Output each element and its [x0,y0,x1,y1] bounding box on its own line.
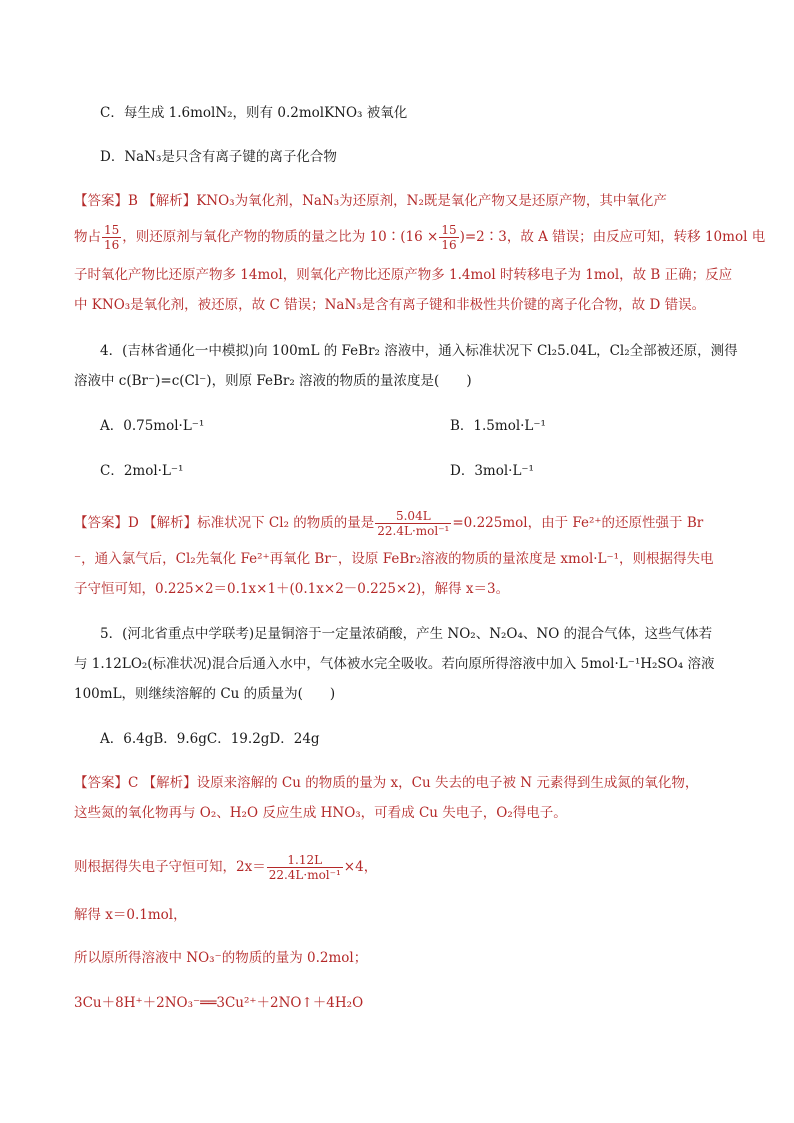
q5-analysis-line-1: 【答案】C 【解析】设原来溶解的 Cu 的物质的量为 x，Cu 失去的电子被 N 元素得到生成氮的氧化物， [74,775,699,791]
analysis-tag: 【解析】 [142,193,197,209]
q4-analysis-line-1: 【答案】D 【解析】标准状况下 Cl₂ 的物质的量是 $\frac{5.04L}{\text{22.4L·mol⁻¹}}$ =0.225mol，由于 Fe²⁺的还原性强于 Br [74,509,704,538]
q4-analysis-line-2: ⁻，通入氯气后，Cl₂先氧化 Fe²⁺再氧化 Br⁻，设原 FeBr₂溶液的物质的量浓度是 xmol·L⁻¹，则根据得失电 [74,551,714,567]
analysis-tag: 【解析】 [142,775,197,791]
q4-option-d: D．3mol·L⁻¹ [450,463,534,479]
q4-option-c: C．2mol·L⁻¹ [100,463,184,479]
q5-analysis-line-2: 这些氮的氧化物再与 O₂、H₂O 反应生成 HNO₃，可看成 Cu 失电子，O₂得电子。 [74,805,567,821]
q3-option-d: D．NaN₃是只含有离子键的离子化合物 [100,149,337,165]
q3-analysis-line-1: 【答案】B 【解析】KNO₃为氧化剂，NaN₃为还原剂，N₂既是氧化产物又是还原产物，其中氧化产 [74,193,667,209]
answer-tag: 【答案】B [74,193,138,209]
q5-options: A．6.4gB．9.6gC．19.2gD．24g [100,731,320,747]
q5-stem-line-3: 100mL，则继续溶解的 Cu 的质量为( ) [74,686,336,702]
q4-option-a: A．0.75mol·L⁻¹ [100,418,205,434]
q5-equation: 3Cu＋8H⁺＋2NO₃⁻══3Cu²⁺＋2NO↑＋4H₂O [74,995,364,1011]
q4-analysis-line-3: 子守恒可知，0.225×2＝0.1x×1＋(0.1x×2－0.225×2)，解得 x＝3。 [74,581,510,597]
answer-tag: 【答案】D [74,515,139,531]
q3-option-c: C．每生成 1.6molN₂，则有 0.2molKNO₃ 被氧化 [100,105,408,121]
fraction: $\frac{1.12L}{\text{22.4L·mol⁻¹}}$ [268,853,341,882]
fraction: $\frac{15}{16}$ [441,223,457,252]
analysis-tag: 【解析】 [143,515,198,531]
q4-stem-line-2: 溶液中 c(Br⁻)=c(Cl⁻)，则原 FeBr₂ 溶液的物质的量浓度是( ) [74,373,472,389]
q5-analysis-line-4: 解得 x＝0.1mol， [74,907,187,923]
q4-option-b: B．1.5mol·L⁻¹ [450,418,546,434]
q5-stem-line-1: 5．(河北省重点中学联考)足量铜溶于一定量浓硝酸，产生 NO₂、N₂O₄、NO 的混合气体，这些气体若 [100,626,713,642]
q3-analysis-line-4: 中 KNO₃是氧化剂，被还原，故 C 错误；NaN₃是含有离子键和非极性共价键的离子化合物，故 D 错误。 [74,297,706,313]
fraction: $\frac{5.04L}{\text{22.4L·mol⁻¹}}$ [377,509,450,538]
q5-analysis-line-3: 则根据得失电子守恒可知，2x＝ $\frac{1.12L}{\text{22.4L·mol⁻¹}}$ ×4， [74,853,378,882]
q4-stem-line-1: 4．(吉林省通化一中模拟)向 100mL 的 FeBr₂ 溶液中，通入标准状况下 Cl₂5.04L，Cl₂全部被还原，测得 [100,343,738,359]
answer-tag: 【答案】C [74,775,139,791]
q3-analysis-line-3: 子时氧化产物比还原产物多 14mol，则氧化产物比还原产物多 1.4mol 时转移电子为 1mol，故 B 正确；反应 [74,267,733,283]
q3-analysis-line-2: 物占 $\frac{15}{16}$ ，则还原剂与氧化产物的物质的量之比为 10∶(16 × $\frac{15}{16}$ )=2∶3，故 A 错误；由反应可知，转移 10mol 电 [74,223,766,252]
q5-analysis-line-5: 所以原所得溶液中 NO₃⁻的物质的量为 0.2mol； [74,950,368,966]
fraction: $\frac{15}{16}$ [104,223,120,252]
q5-stem-line-2: 与 1.12LO₂(标准状况)混合后通入水中，气体被水完全吸收。若向原所得溶液中加入 5mol·L⁻¹H₂SO₄ 溶液 [74,656,715,672]
